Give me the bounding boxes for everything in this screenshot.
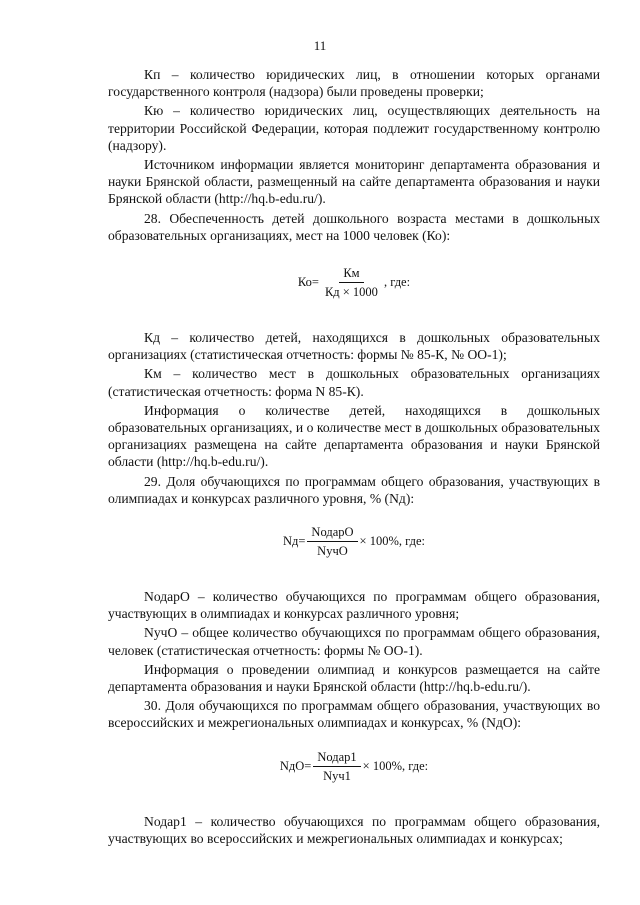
formula-ndo: [108, 750, 600, 783]
formula-denominator: Nуч1: [323, 768, 351, 783]
paragraph: Nодар1 – количество обучающихся по программам общего образования, участвующих во всероссийских и межрегиональных олимпиадах и конкурсах;: [108, 813, 600, 846]
paragraph: 29. Доля обучающихся по программам общего образования, участвующих в олимпиадах и конкурсах различного уровня, % (Nд):: [108, 473, 600, 506]
formula-tail: × 100%, где:: [359, 533, 426, 548]
formula-lhs: NдО=: [279, 758, 312, 773]
formula-nd: [108, 525, 600, 558]
formula-fraction: [321, 266, 382, 299]
document-body: [108, 66, 600, 849]
formula-denominator: NучО: [317, 544, 348, 559]
paragraph: 30. Доля обучающихся по программам общего образования, участвующих во всероссийских и межрегиональных олимпиадах и конкурсах, % (NдО):: [108, 698, 600, 731]
formula-lhs: Nд=: [282, 533, 306, 548]
formula-denominator: Кд × 1000: [324, 285, 378, 300]
formula-numerator: Км: [339, 266, 363, 283]
formula-tail: , где:: [383, 274, 411, 289]
paragraph: Информация о количестве детей, находящихся в дошкольных образовательных организациях, и о количестве мест в дошкольных образовательных организациях размещена на сайте департамента образования и науки Брянской области (http://hq.b-edu.ru/).: [108, 402, 600, 470]
formula-lhs: Ко=: [297, 274, 319, 289]
paragraph: Кю – количество юридических лиц, осуществляющих деятельность на территории Российской Федерации, которая подлежит государственному контролю (надзору).: [108, 103, 600, 153]
formula-numerator: Nодар1: [313, 750, 360, 767]
formula-numerator: NодарО: [307, 525, 357, 542]
paragraph: Кд – количество детей, находящихся в дошкольных образовательных организациях (статистическая отчетность: формы № 85-К, № ОО-1);: [108, 330, 600, 363]
paragraph: NодарО – количество обучающихся по программам общего образования, участвующих в олимпиадах и конкурсах различного уровня;: [108, 589, 600, 622]
paragraph: Кп – количество юридических лиц, в отношении которых органами государственного контроля (надзора) были проведены проверки;: [108, 67, 600, 100]
paragraph: NучО – общее количество обучающихся по программам общего образования, человек (статистическая отчетность: формы № ОО-1).: [108, 625, 600, 658]
formula-ko: [108, 266, 600, 299]
paragraph: Информация о проведении олимпиад и конкурсов размещается на сайте департамента образования и науки Брянской области (http://hq.b-edu.ru/).: [108, 661, 600, 695]
paragraph: 28. Обеспеченность детей дошкольного возраста местами в дошкольных образовательных организациях, мест на 1000 человек (Ко):: [108, 210, 600, 243]
formula-fraction: [307, 525, 357, 558]
formula-fraction: [313, 750, 360, 783]
paragraph: Источником информации является мониторинг департамента образования и науки Брянской области, размещенный на сайте департамента образования и науки Брянской области (http://hq.b-edu.ru/).: [108, 157, 600, 207]
formula-tail: × 100%, где:: [362, 758, 429, 773]
paragraph: Км – количество мест в дошкольных образовательных организациях (статистическая отчетность: форма N 85-К).: [108, 366, 600, 399]
page-number: 11: [313, 38, 327, 53]
